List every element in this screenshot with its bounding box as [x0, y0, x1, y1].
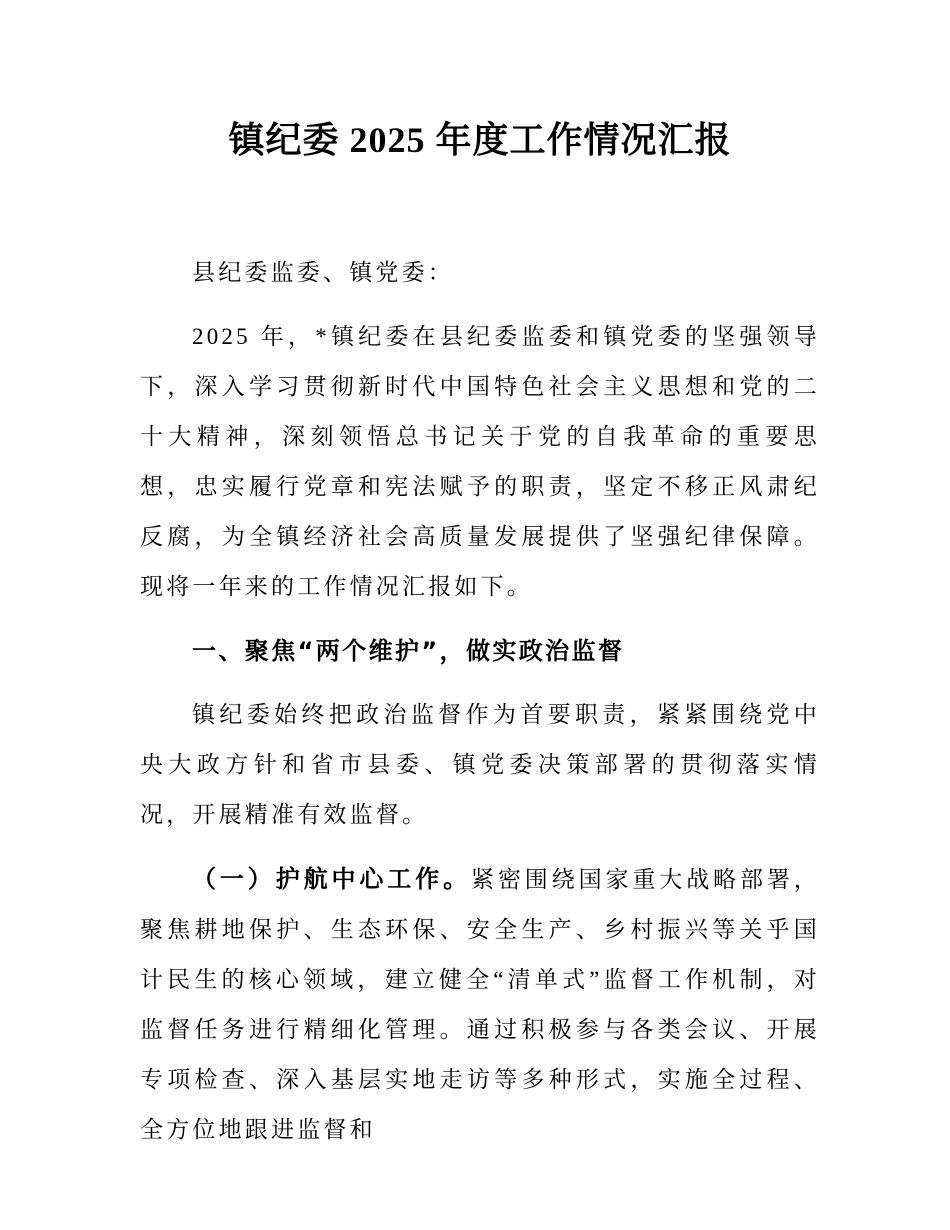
- section-1-paragraph: 镇纪委始终把政治监督作为首要职责，紧紧围绕党中央大政方针和省市县委、镇党委决策部署的贯彻落实情况，开展精准有效监督。: [140, 702, 820, 827]
- subsection-1-paragraph: [140, 854, 820, 1155]
- document-title: 镇纪委 2025 年度工作情况汇报: [228, 120, 732, 160]
- subsection-1-lead: （一）护航中心工作。: [192, 865, 471, 893]
- section-1-heading: 一、聚焦“两个维护”，做实政治监督: [192, 637, 625, 665]
- salutation-line: 县纪委监委、镇党委：: [192, 260, 454, 285]
- intro-paragraph: 2025 年，*镇纪委在县纪委监委和镇党委的坚强领导下，深入学习贯彻新时代中国特色社会主义思想和党的二十大精神，深刻领悟总书记关于党的自我革命的重要思想，忠实履行党章和宪法赋予的职责，坚定不移正风肃纪反腐，为全镇经济社会高质量发展提供了坚强纪律保障。现将一年来的工作情况汇报如下。: [140, 324, 820, 599]
- subsection-1-body: 紧密围绕国家重大战略部署，聚焦耕地保护、生态环保、安全生产、乡村振兴等关乎国计民生的核心领域，建立健全“清单式”监督工作机制，对监督任务进行精细化管理。通过积极参与各类会议、开展专项检查、深入基层实地走访等多种形式，实施全过程、全方位地跟进监督和: [140, 867, 820, 1142]
